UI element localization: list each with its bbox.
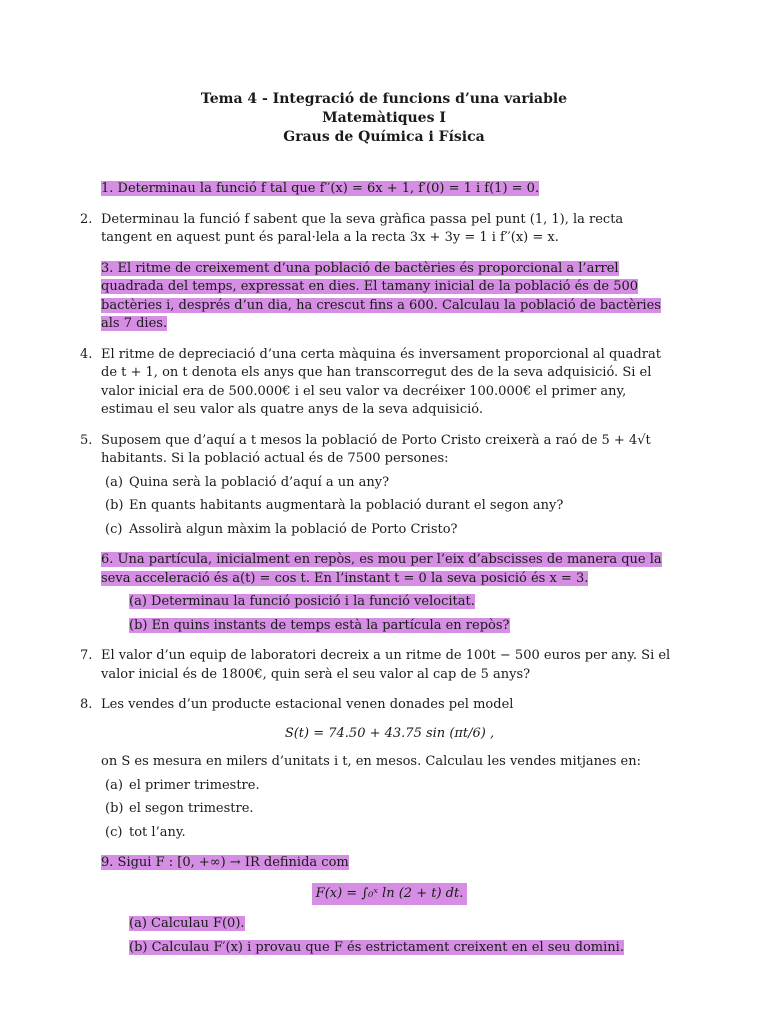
problem-text: Suposem que d’aquí a t mesos la població de Porto Cristo creixerà a raó de 5 + 4√t habitants. Si la població actual és de 7500 persones: [101,432,651,466]
problem-number: 6. [101,552,114,567]
subquestion-label: (b) [129,939,148,955]
subquestion-label: (b) [105,498,124,513]
subquestion-text: Calculau F(0). [151,916,245,931]
subquestion-text: el segon trimestre. [129,801,254,816]
problem-2 [80,211,678,248]
problem-number: 7. [80,648,93,663]
header-course: Matemàtiques I [322,110,446,126]
problem-text: Les vendes d’un producte estacional venen donades pel model [101,697,514,712]
subquestion-text: En quants habitants augmentarà la població durant el segon any? [129,498,564,513]
subquestion-label: (a) [129,916,147,931]
problem-4 [80,346,678,420]
subquestion-label: (a) [105,474,123,490]
header-degrees: Graus de Química i Física [283,129,485,145]
integral-formula: F(x) = ∫₀ˣ ln (2 + t) dt. [312,883,468,906]
subquestion-5b [101,497,678,516]
subquestion-text: En quins instants de temps està la partícula en repòs? [151,617,510,633]
problem-7 [80,647,678,684]
problem-list [80,180,678,969]
problem-number: 3. [101,260,114,276]
subquestion-label: (b) [129,617,148,633]
subquestion-5c [101,521,678,540]
subquestion-label: (a) [129,594,147,609]
subquestion-label: (c) [105,521,123,537]
subquestion-text: tot l’any. [129,824,186,840]
subquestion-text: Calculau F′(x) i provau que F és estrictament creixent en el seu domini. [151,939,624,955]
subquestion-label: (a) [105,777,123,793]
problem-5 [80,432,678,540]
problem-6 [80,551,678,635]
problem-number: 4. [80,346,93,362]
problem-number: 8. [80,697,93,712]
problem-3 [80,260,678,334]
problem-text: El ritme de depreciació d’una certa màquina és inversament proporcional al quadrat de t + 1, on t denota els anys que han transcorregut des de la seva adquisició. Si el valor inicial era de 500.000€ i el seu valor va decréixer 100.000€ el primer any, estimau el seu valor als quatre anys de la seva adquisició. [101,346,661,417]
subquestion-text: el primer trimestre. [129,777,260,793]
integral-formula-row [101,883,678,906]
subquestion-9b [101,939,678,958]
problem-8 [80,696,678,842]
subquestion-label: (c) [105,824,123,840]
problem-9 [80,854,678,957]
problem-1 [80,180,678,199]
problem-text: Sigui F : [0, +∞) → IR definida com [117,855,349,870]
subquestion-text: Quina serà la població d’aquí a un any? [129,474,390,490]
subquestion-9a [101,915,678,934]
subquestion-6a [101,593,678,612]
problem-text: Una partícula, inicialment en repòs, es mou per l’eix d’abscisses de manera que la seva acceleració és a(t) = cos t. En l’instant t = 0 la seva posició és x = 3. [101,552,662,586]
subquestion-8b [101,800,678,819]
problem-text-continued: on S es mesura en milers d’unitats i t, en mesos. Calculau les vendes mitjanes en: [101,754,641,769]
problem-number: 5. [80,432,93,448]
subquestion-text: Determinau la funció posició i la funció velocitat. [151,594,475,609]
subquestion-8a [101,777,678,796]
document-header [0,90,768,147]
problem-number: 2. [80,211,93,227]
header-title: Tema 4 - Integració de funcions d’una variable [200,91,568,107]
problem-number: 9. [101,855,114,870]
subquestion-6b [101,617,678,636]
problem-text: Determinau la funció f tal que f′′(x) = 6x + 1, f′(0) = 1 i f(1) = 0. [117,181,540,196]
problem-text: El ritme de creixement d’una població de bactèries és proporcional a l’arrel quadrada del temps, expressat en dies. El tamany inicial de la població és de 500 bactèries i, després d’un dia, ha crescut fins a 600. Calculau la població de bactèries als 7 dies. [101,260,661,331]
subquestion-label: (b) [105,801,124,816]
subquestion-8c [101,824,678,843]
problem-text: Determinau la funció f sabent que la seva gràfica passa pel punt (1, 1), la recta tangent en aquest punt és paral·lela a la recta 3x + 3y = 1 i f′′(x) = x. [101,211,624,245]
problem-text: El valor d’un equip de laboratori decreix a un ritme de 100t − 500 euros per any. Si el valor inicial és de 1800€, quin serà el seu valor al cap de 5 anys? [101,648,671,682]
subquestion-text: Assolirà algun màxim la població de Porto Cristo? [129,521,458,537]
problem-number: 1. [101,181,114,196]
sales-formula: S(t) = 74.50 + 43.75 sin (πt/6) , [284,725,495,741]
subquestion-5a [101,474,678,493]
